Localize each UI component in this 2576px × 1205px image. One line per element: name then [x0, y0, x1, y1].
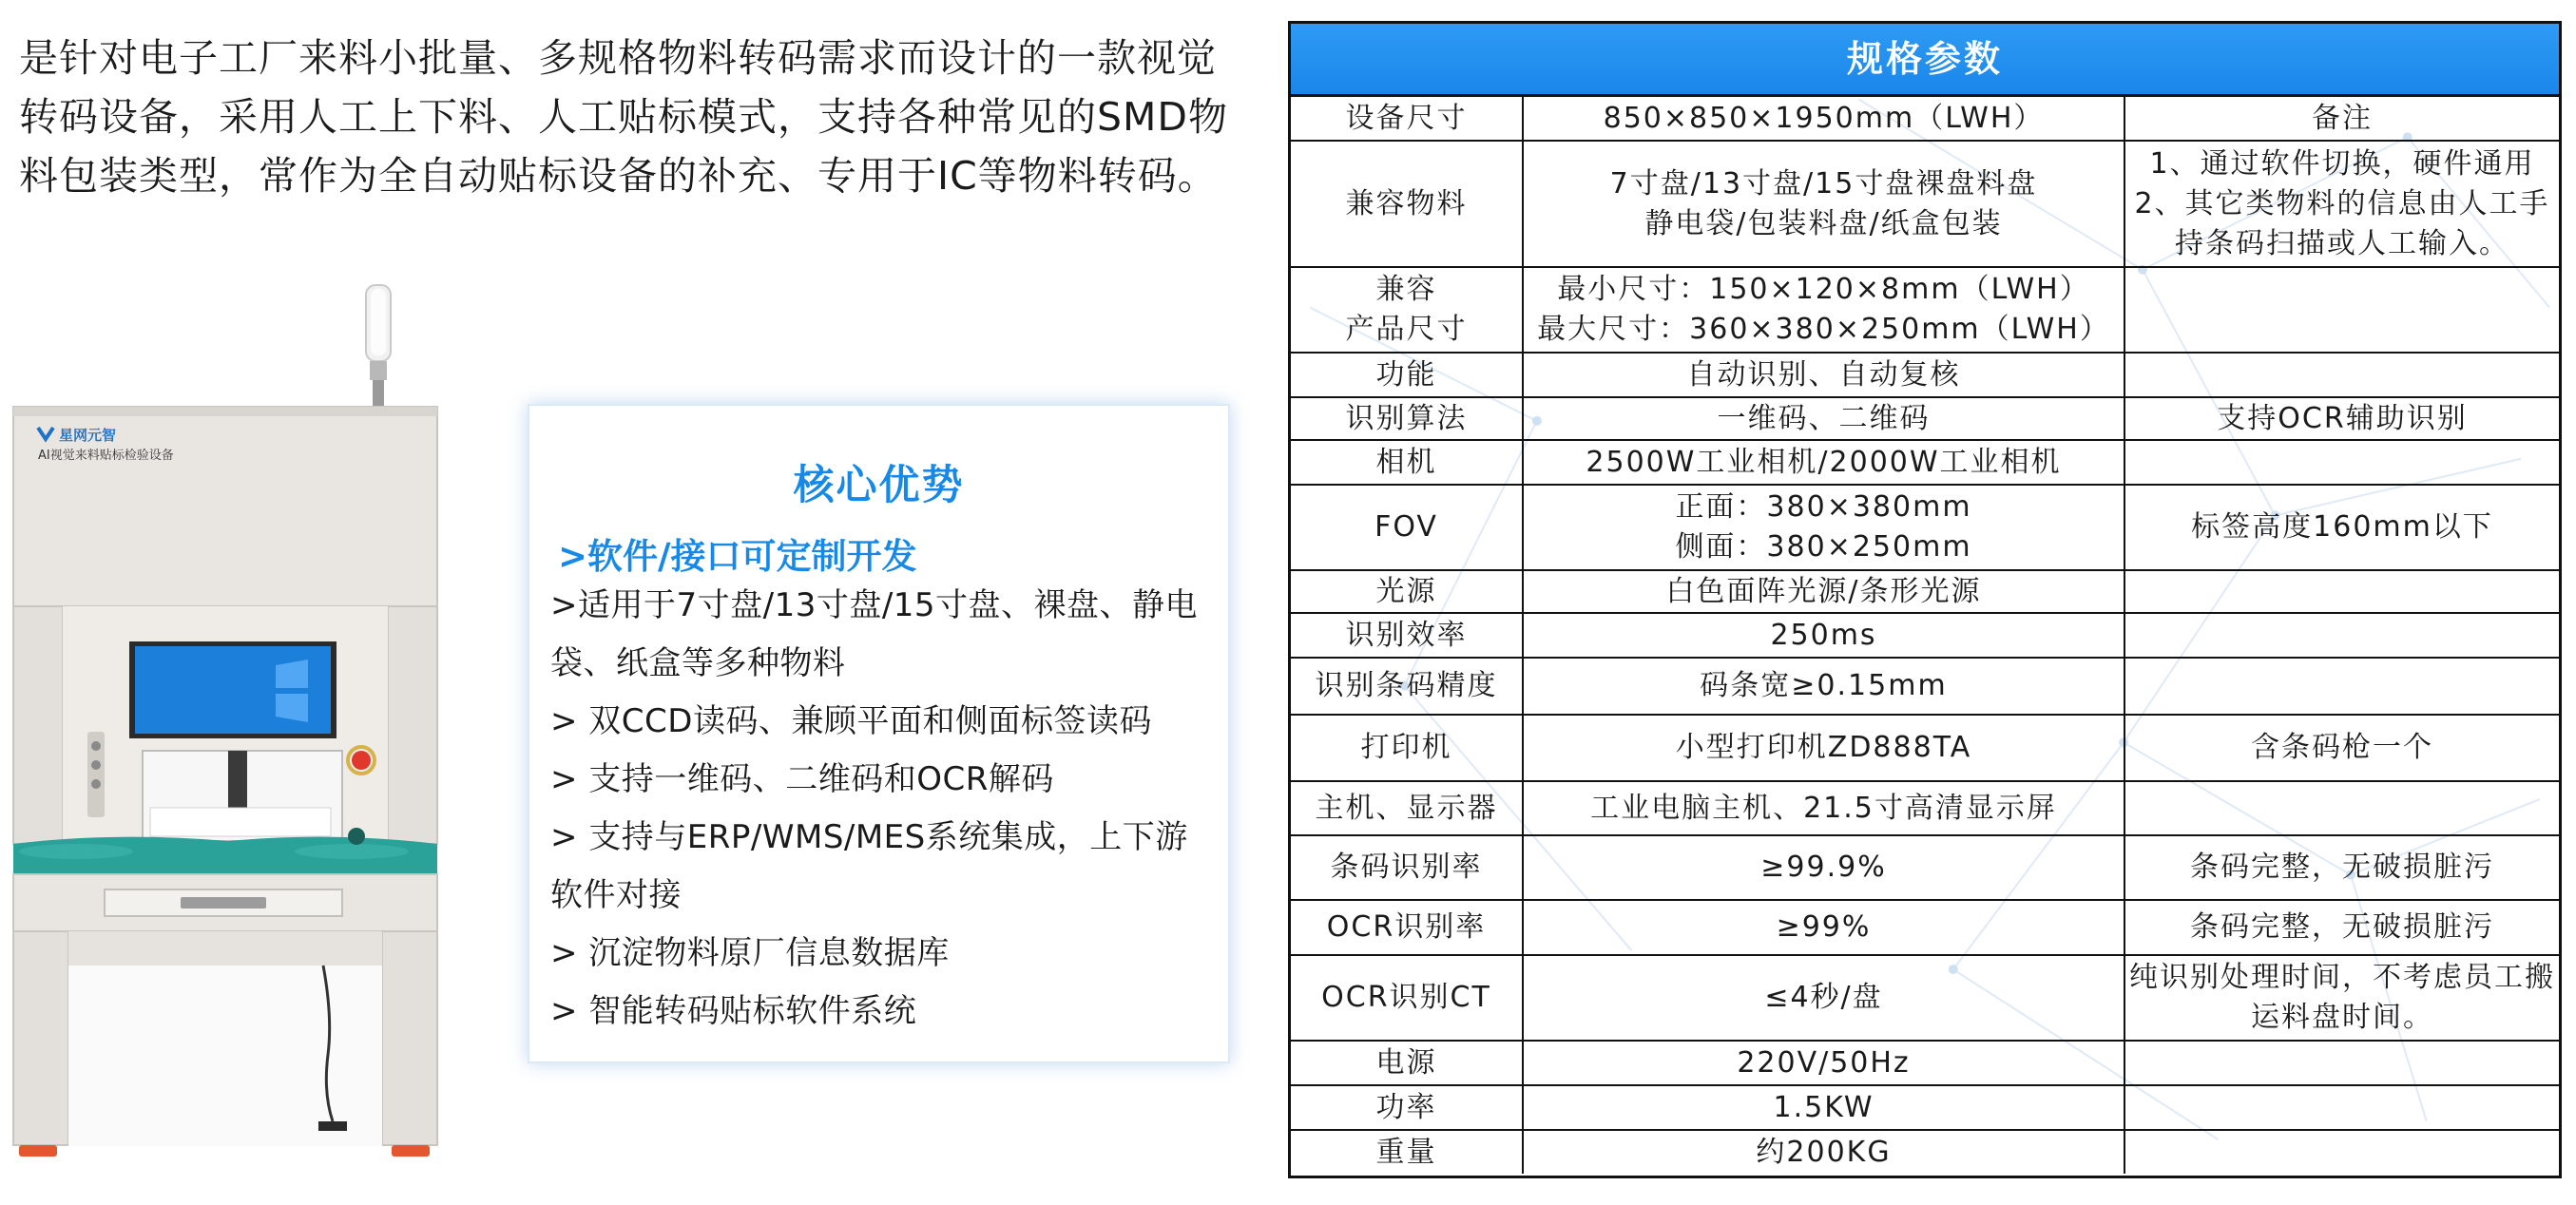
advantage-item: > 支持一维码、二维码和OCR解码 [550, 760, 1054, 798]
machine-panel-label: AI视觉来料贴标检验设备 [38, 449, 174, 463]
table-row [1291, 781, 2559, 835]
table-row [1291, 658, 2559, 715]
spec-value: 220V/50Hz [1523, 1041, 2124, 1085]
spec-label: 识别算法 [1291, 397, 1523, 440]
table-row [1291, 141, 2559, 267]
spec-value: 自动识别、自动复核 [1523, 353, 2124, 397]
spec-value: ≥99% [1523, 900, 2124, 955]
table-row [1291, 353, 2559, 397]
table-row [1291, 1085, 2559, 1130]
table-row [1291, 1041, 2559, 1085]
spec-note [2124, 570, 2559, 613]
core-advantages-card [528, 404, 1230, 1063]
spec-note: 条码完整，无破损脏污 [2124, 835, 2559, 900]
spec-value: 最小尺寸：150×120×8mm（LWH） 最大尺寸：360×380×250mm（LWH） [1523, 267, 2124, 353]
spec-label: OCR识别CT [1291, 955, 1523, 1041]
spec-note: 标签高度160mm以下 [2124, 485, 2559, 570]
spec-note [2124, 440, 2559, 485]
table-row [1291, 570, 2559, 613]
spec-note [2124, 781, 2559, 835]
spec-label: 电源 [1291, 1041, 1523, 1085]
spec-value: 工业电脑主机、21.5寸高清显示屏 [1523, 781, 2124, 835]
spec-note [2124, 267, 2559, 353]
spec-table-title: 规格参数 [1291, 24, 2559, 97]
spec-label: 光源 [1291, 570, 1523, 613]
spec-value: 1.5KW [1523, 1085, 2124, 1130]
spec-table [1291, 97, 2559, 1174]
spec-note [2124, 1041, 2559, 1085]
table-row [1291, 397, 2559, 440]
spec-note: 含条码枪一个 [2124, 715, 2559, 781]
spec-label: 打印机 [1291, 715, 1523, 781]
spec-label: 识别条码精度 [1291, 658, 1523, 715]
table-row [1291, 900, 2559, 955]
table-row [1291, 267, 2559, 353]
spec-label: 相机 [1291, 440, 1523, 485]
core-advantages-title: 核心优势 [793, 462, 965, 509]
spec-label: 重量 [1291, 1130, 1523, 1174]
spec-value: ≥99.9% [1523, 835, 2124, 900]
spec-note [2124, 613, 2559, 658]
spec-label: 功能 [1291, 353, 1523, 397]
spec-value: 250ms [1523, 613, 2124, 658]
spec-label: 兼容物料 [1291, 141, 1523, 267]
spec-label: OCR识别率 [1291, 900, 1523, 955]
spec-value: 码条宽≥0.15mm [1523, 658, 2124, 715]
spec-value: 小型打印机ZD888TA [1523, 715, 2124, 781]
spec-label: 条码识别率 [1291, 835, 1523, 900]
table-row [1291, 485, 2559, 570]
advantage-item: > 双CCD读码、兼顾平面和侧面标签读码 [550, 702, 1152, 740]
spec-note: 备注 [2124, 97, 2559, 141]
intro-paragraph: 是针对电子工厂来料小批量、多规格物料转码需求而设计的一款视觉转码设备，采用人工上下料、人工贴标模式，支持各种常见的SMD物料包装类型，常作为全自动贴标设备的补充、专用于IC等物料转码。 [19, 35, 1228, 199]
spec-note [2124, 353, 2559, 397]
spec-label: FOV [1291, 485, 1523, 570]
spec-value: ≤4秒/盘 [1523, 955, 2124, 1041]
core-advantages-list [550, 577, 1216, 1041]
machine-image [0, 276, 456, 1169]
spec-note: 纯识别处理时间，不考虑员工搬运料盘时间。 [2124, 955, 2559, 1041]
spec-note: 1、通过软件切换，硬件通用 2、其它类物料的信息由人工手持条码扫描或人工输入。 [2124, 141, 2559, 267]
spec-note [2124, 1085, 2559, 1130]
spec-value: 正面：380×380mm 侧面：380×250mm [1523, 485, 2124, 570]
spec-label: 设备尺寸 [1291, 97, 1523, 141]
advantage-item: > 支持与ERP/WMS/MES系统集成，上下游软件对接 [550, 818, 1188, 914]
spec-label: 功率 [1291, 1085, 1523, 1130]
table-row [1291, 955, 2559, 1041]
table-row [1291, 835, 2559, 900]
table-row [1291, 715, 2559, 781]
spec-value: 850×850×1950mm（LWH） [1523, 97, 2124, 141]
spec-value: 约200KG [1523, 1130, 2124, 1174]
table-row [1291, 613, 2559, 658]
spec-label: 主机、显示器 [1291, 781, 1523, 835]
spec-value: 2500W工业相机/2000W工业相机 [1523, 440, 2124, 485]
table-row [1291, 440, 2559, 485]
advantage-item: >适用于7寸盘/13寸盘/15寸盘、裸盘、静电袋、纸盒等多种物料 [550, 586, 1199, 682]
machine-logo-text: 星网元智 [59, 427, 117, 444]
spec-table-container [1288, 21, 2562, 1178]
spec-label: 识别效率 [1291, 613, 1523, 658]
spec-note: 支持OCR辅助识别 [2124, 397, 2559, 440]
table-row [1291, 97, 2559, 141]
advantage-item: > 智能转码贴标软件系统 [550, 992, 917, 1030]
spec-value: 白色面阵光源/条形光源 [1523, 570, 2124, 613]
table-row [1291, 1130, 2559, 1174]
spec-label: 兼容 产品尺寸 [1291, 267, 1523, 353]
spec-value: 一维码、二维码 [1523, 397, 2124, 440]
spec-note: 条码完整，无破损脏污 [2124, 900, 2559, 955]
advantage-item: > 沉淀物料原厂信息数据库 [550, 934, 950, 972]
spec-note [2124, 658, 2559, 715]
spec-value: 7寸盘/13寸盘/15寸盘裸盘料盘 静电袋/包装料盘/纸盒包装 [1523, 141, 2124, 267]
spec-note [2124, 1130, 2559, 1174]
core-advantages-subtitle: >软件/接口可定制开发 [558, 536, 917, 577]
